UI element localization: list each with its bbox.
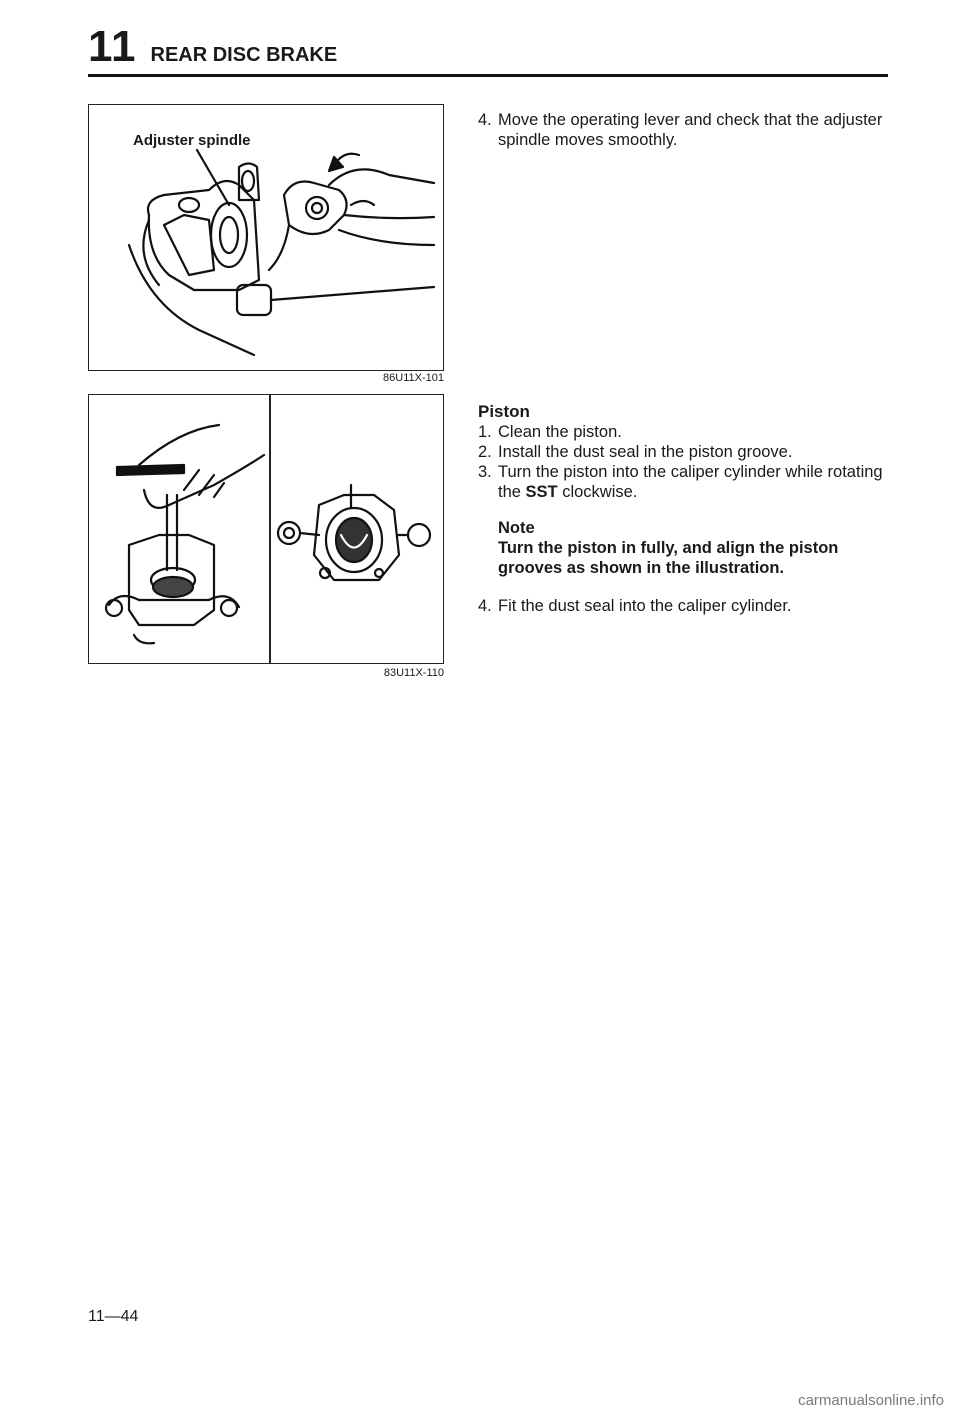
figure-code: 86U11X-101 <box>383 372 444 384</box>
step-text-part: Turn the piston into the caliper cylinder while rotating the <box>498 463 883 501</box>
step-number: 1. <box>478 423 492 441</box>
header-rule <box>88 74 888 77</box>
figure-adjuster-spindle <box>88 104 444 371</box>
watermark: carmanualsonline.info <box>798 1392 944 1409</box>
step-number: 4. <box>478 597 492 615</box>
step-text: Install the dust seal in the piston groove. <box>498 443 793 461</box>
step-text: Clean the piston. <box>498 423 622 441</box>
piston-illustration <box>89 395 442 662</box>
step-text: Move the operating lever and check that the adjuster spindle moves smoothly. <box>498 111 883 149</box>
step-text <box>498 462 898 502</box>
caliper-lever-illustration <box>89 105 442 369</box>
piston-section <box>478 402 898 616</box>
step-number: 2. <box>478 443 492 461</box>
section-heading: Piston <box>478 402 530 421</box>
note-text: Turn the piston in fully, and align the piston grooves as shown in the illustration. <box>498 539 839 577</box>
note-block <box>498 518 898 578</box>
step-item <box>478 462 898 502</box>
sst-label: SST <box>525 483 558 501</box>
adjuster-step <box>478 110 898 150</box>
step-text-part: clockwise. <box>557 483 638 501</box>
step-item <box>478 442 898 462</box>
step-text: Fit the dust seal into the caliper cylinder. <box>498 597 792 615</box>
step-number: 4. <box>478 111 492 129</box>
step-item <box>478 596 898 616</box>
step-item <box>478 110 898 150</box>
figure-code: 83U11X-110 <box>383 667 444 679</box>
chapter-number: 11 <box>88 22 137 71</box>
step-number: 3. <box>478 463 492 481</box>
page-number: 11—44 <box>88 1308 139 1325</box>
chapter-title: REAR DISC BRAKE <box>150 44 338 66</box>
page-header <box>88 22 337 72</box>
figure-label: Adjuster spindle <box>133 132 251 149</box>
figure-piston-install <box>88 394 444 664</box>
note-title: Note <box>498 519 535 537</box>
step-item <box>478 422 898 442</box>
